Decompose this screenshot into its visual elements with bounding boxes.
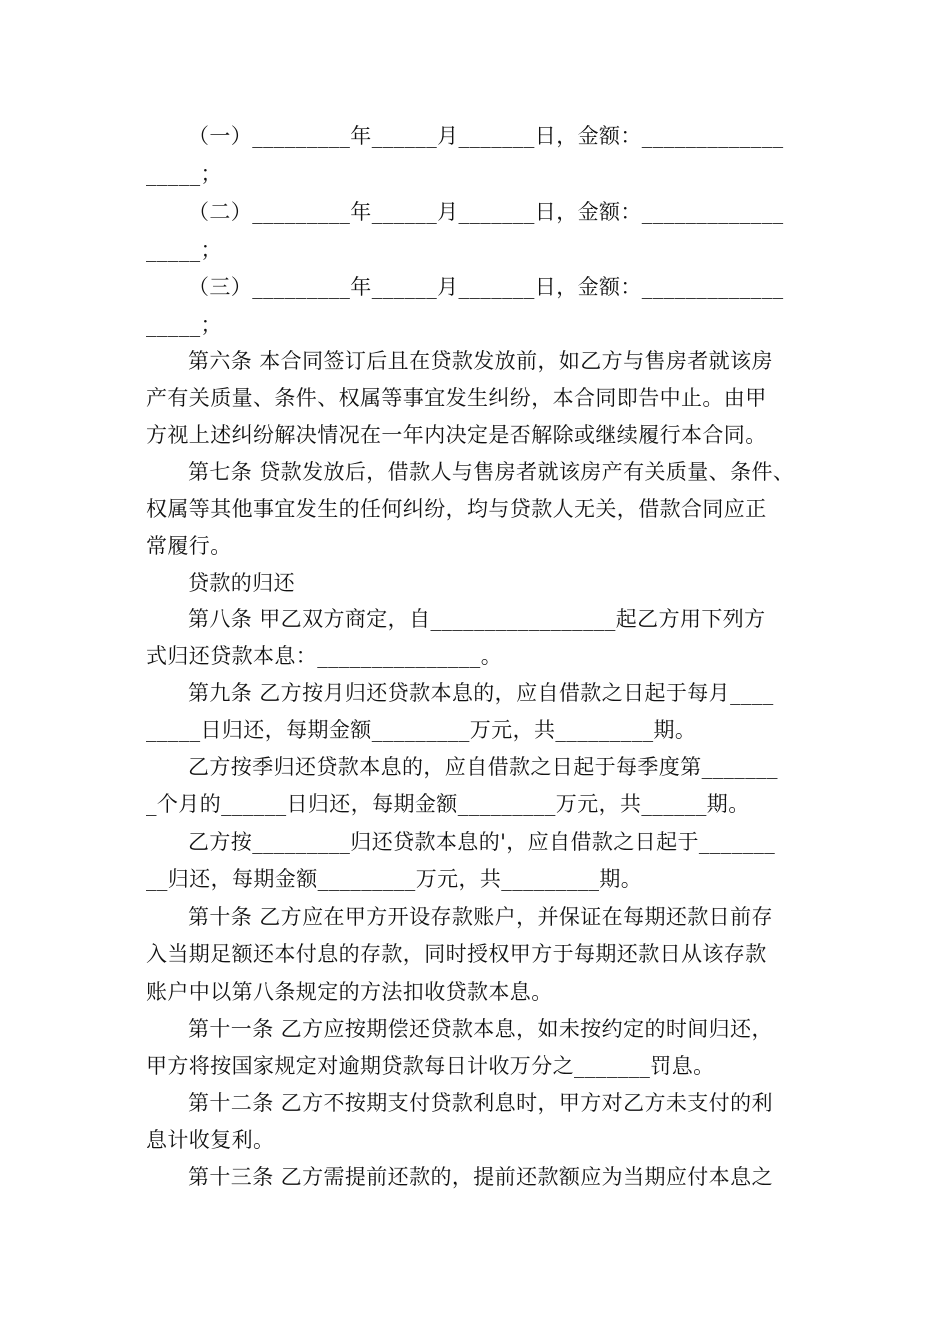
quarterly-line-2: _个月的______日归还，每期金额_________万元，共______期。: [146, 792, 750, 816]
installment-line-3-cont: _____；: [146, 313, 222, 337]
article-7-line-2: 权属等其他事宜发生的任何纠纷，均与贷款人无关，借款合同应正: [146, 497, 767, 521]
section-heading-repayment: 贷款的归还: [188, 571, 295, 595]
article-6-line-3: 方视上述纠纷解决情况在一年内决定是否解除或继续履行本合同。: [146, 423, 767, 447]
article-6-line-2: 产有关质量、条件、权属等事宜发生纠纷，本合同即告中止。由甲: [146, 386, 767, 410]
installment-line-1: （一）_________年______月_______日，金额：_____________: [188, 124, 784, 148]
installment-line-2-cont: _____；: [146, 238, 222, 262]
article-7-line-3: 常履行。: [146, 534, 232, 558]
article-12-line-2: 息计收复利。: [146, 1128, 275, 1152]
article-10-line-2: 入当期足额还本付息的存款，同时授权甲方于每期还款日从该存款: [146, 942, 767, 966]
article-9-line-1: 第九条 乙方按月归还贷款本息的，应自借款之日起于每月____: [188, 681, 774, 705]
article-13-line-1: 第十三条 乙方需提前还款的，提前还款额应为当期应付本息之: [188, 1165, 773, 1189]
article-10-line-3: 账户中以第八条规定的方法扣收贷款本息。: [146, 980, 553, 1004]
article-11-line-2: 甲方将按国家规定对逾期贷款每日计收万分之_______罚息。: [146, 1054, 715, 1078]
article-8-line-1: 第八条 甲乙双方商定，自_________________起乙方用下列方: [188, 607, 766, 631]
article-9-line-2: _____日归还，每期金额_________万元，共_________期。: [146, 718, 697, 742]
article-10-line-1: 第十条 乙方应在甲方开设存款账户，并保证在每期还款日前存: [188, 905, 773, 929]
installment-line-1-cont: _____；: [146, 162, 222, 186]
quarterly-line-1: 乙方按季归还贷款本息的，应自借款之日起于每季度第_______: [188, 755, 778, 779]
custom-schedule-line-1: 乙方按_________归还贷款本息的'，应自借款之日起于_______: [188, 830, 776, 854]
article-6-line-1: 第六条 本合同签订后且在贷款发放前，如乙方与售房者就该房: [188, 349, 773, 373]
article-7-line-1: 第七条 贷款发放后，借款人与售房者就该房产有关质量、条件、: [188, 460, 795, 484]
installment-line-3: （三）_________年______月_______日，金额：_____________: [188, 275, 784, 299]
article-8-line-2: 式归还贷款本息：_______________。: [146, 644, 503, 668]
article-11-line-1: 第十一条 乙方应按期偿还贷款本息，如未按约定的时间归还，: [188, 1017, 773, 1041]
article-12-line-1: 第十二条 乙方不按期支付贷款利息时，甲方对乙方未支付的利: [188, 1091, 773, 1115]
installment-line-2: （二）_________年______月_______日，金额：_____________: [188, 200, 784, 224]
custom-schedule-line-2: __归还，每期金额_________万元，共_________期。: [146, 867, 643, 891]
